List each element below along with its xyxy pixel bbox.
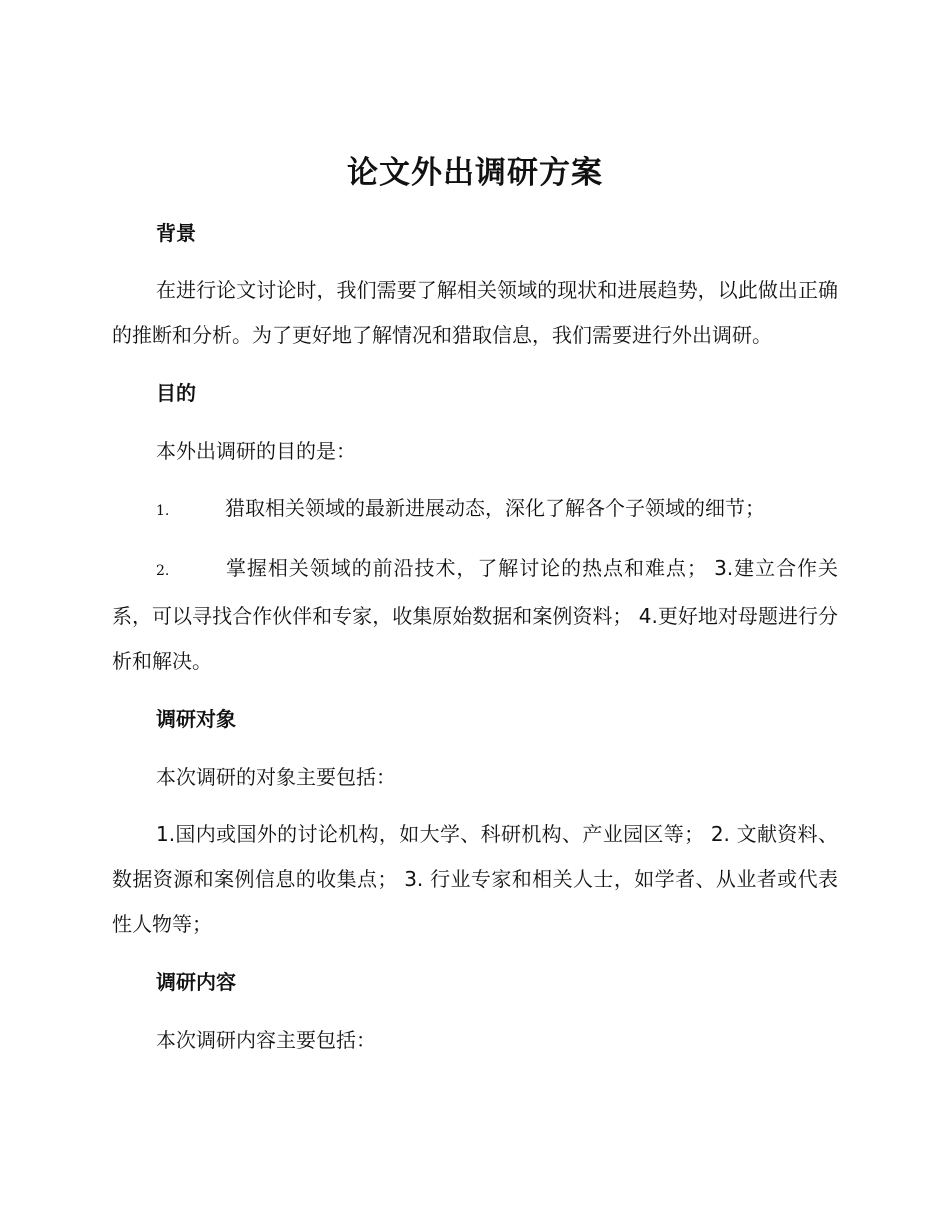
section-heading-objects: 调研对象 xyxy=(156,707,236,731)
background-paragraph: 在进行论文讨论时，我们需要了解相关领域的现状和进展趋势，以此做出正确的推断和分析。为了更好地了解情况和猎取信息，我们需要进行外出调研。 xyxy=(112,278,838,347)
list-item-text: 猎取相关领域的最新进展动态，深化了解各个子领域的细节； xyxy=(225,496,765,520)
list-item-text: 掌握相关领域的前沿技术，了解讨论的热点和难点； 3.建立合作关系，可以寻找合作伙伴和专家，收集原始数据和案例资料； 4.更好地对母题进行分析和解决。 xyxy=(112,556,838,673)
purpose-intro: 本外出调研的目的是： xyxy=(156,439,356,463)
list-number: 2. xyxy=(156,563,170,579)
objects-paragraph: 1.国内或国外的讨论机构，如大学、科研机构、产业园区等； 2. 文献资料、数据资源和案例信息的收集点； 3. 行业专家和相关人士，如学者、从业者或代表性人物等； xyxy=(112,822,838,936)
content-intro: 本次调研内容主要包括： xyxy=(156,1028,376,1052)
section-heading-content: 调研内容 xyxy=(156,970,236,994)
document-title: 论文外出调研方案 xyxy=(347,155,603,191)
section-heading-background: 背景 xyxy=(156,221,196,245)
purpose-item-2 xyxy=(112,546,838,684)
objects-intro: 本次调研的对象主要包括： xyxy=(156,765,396,789)
document-page xyxy=(112,148,838,1063)
list-number: 1. xyxy=(156,503,170,519)
purpose-item-1 xyxy=(112,486,838,534)
section-heading-purpose: 目的 xyxy=(156,381,196,405)
